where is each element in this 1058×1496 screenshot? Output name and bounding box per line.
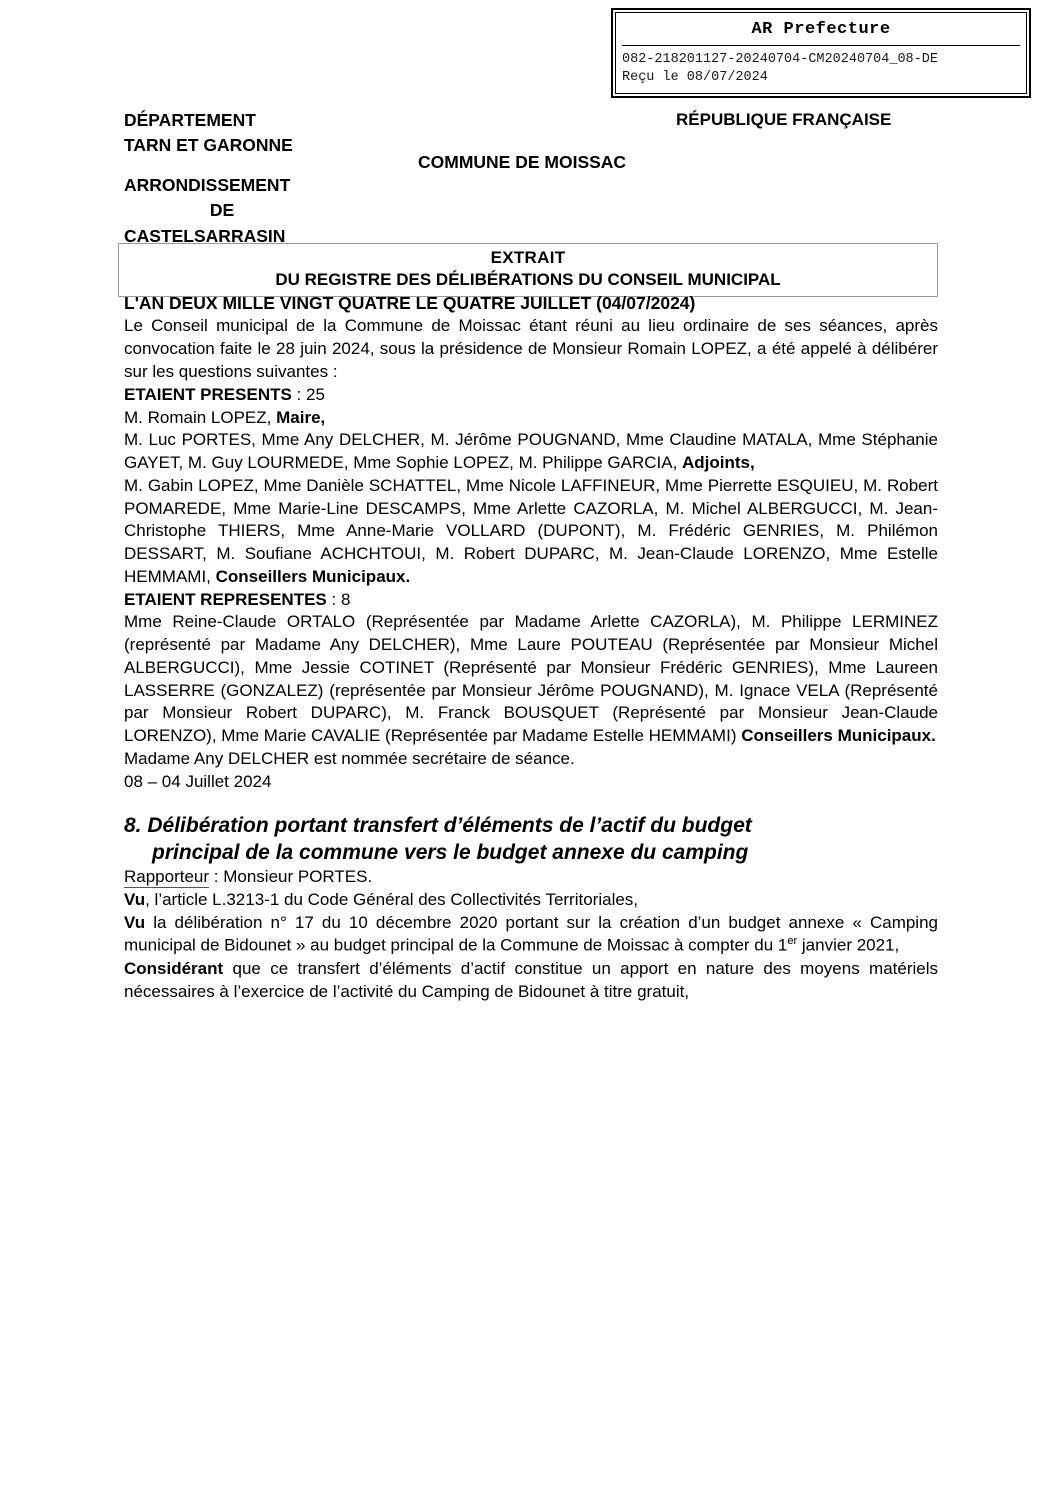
year-line: L'AN DEUX MILLE VINGT QUATRE LE QUATRE JUILLET (04/07/2024) xyxy=(124,293,696,313)
presents-heading xyxy=(124,384,938,407)
represented-names: Mme Reine-Claude ORTALO (Représentée par Madame Arlette CAZORLA), M. Philippe LERMINEZ (représenté par Madame Any DELCHER), Mme Laure POUTEAU (Représentée par Monsieur Michel ALBERGUCCI), Mme Jessie COTINET (Représenté par Monsieur Frédéric GENRIES), Mme Laureen LASSERRE (GONZALEZ) (représentée par Monsieur Jérôme POUGNAND), M. Ignace VELA (Représenté par Monsieur Robert DUPARC), M. Franck BOUSQUET (Représenté par Monsieur Jean-Claude LORENZO), Mme Marie CAVALIE (Représentée par Madame Estelle HEMMAMI) xyxy=(124,612,938,746)
arrondissement-name: CASTELSARRASIN xyxy=(124,225,286,246)
republic-title: RÉPUBLIQUE FRANÇAISE xyxy=(676,110,892,129)
ar-prefecture-reference: 082-218201127-20240704-CM20240704_08-DE xyxy=(622,52,938,67)
department-block xyxy=(124,108,293,159)
extrait-box xyxy=(118,243,938,297)
maire-line xyxy=(124,407,938,430)
represented-line xyxy=(124,611,938,748)
adjoints-line xyxy=(124,429,938,475)
ar-prefecture-stamp xyxy=(611,8,1031,98)
ar-prefecture-title: AR Prefecture xyxy=(622,17,1020,46)
commune-title: COMMUNE DE MOISSAC xyxy=(418,152,627,172)
maire-name: M. Romain LOPEZ, xyxy=(124,407,277,427)
deliberation-title-line1: 8. Délibération portant transfert d’éléments de l’actif du budget xyxy=(124,813,752,837)
considerant-keyword: Considérant xyxy=(124,958,224,978)
represented-heading xyxy=(124,589,938,612)
rapporteur-value: : Monsieur PORTES. xyxy=(209,867,373,887)
represented-role: Conseillers Municipaux. xyxy=(741,726,936,746)
intro-paragraph: Le Conseil municipal de la Commune de Moissac étant réuni au lieu ordinaire de ses séances, après convocation faite le 28 juin 2024, sous la présidence de Monsieur Romain LOPEZ, a été appelé à délibérer sur les questions suivantes : xyxy=(124,316,938,381)
maire-role: Maire, xyxy=(276,407,326,427)
ar-prefecture-details xyxy=(622,46,1020,87)
department-name: TARN ET GARONNE xyxy=(124,135,293,156)
vu-1-text: , l’article L.3213-1 du Code Général des Collectivités Territoriales, xyxy=(145,889,639,909)
extrait-subtitle: DU REGISTRE DES DÉLIBÉRATIONS DU CONSEIL MUNICIPAL xyxy=(275,270,781,289)
ar-prefecture-stamp-inner xyxy=(615,12,1027,94)
document-body xyxy=(124,292,938,1003)
ar-prefecture-received-date: Reçu le 08/07/2024 xyxy=(622,70,768,86)
presents-label: ETAIENT PRESENTS xyxy=(124,384,292,404)
represented-label: ETAIENT REPRESENTES xyxy=(124,589,327,609)
vu-2-superscript: er xyxy=(787,935,798,948)
department-label: DÉPARTEMENT xyxy=(124,110,256,130)
vu-2-keyword: Vu xyxy=(124,912,146,932)
deliberation-title xyxy=(124,812,938,867)
arrondissement-label: ARRONDISSEMENT xyxy=(124,175,291,195)
vu-2-text: la délibération n° 17 du 10 décembre 2020 portant sur la création d’un budget annexe « Camping municipal de Bidounet » au budget principal de la Commune de Moissac à compter du 1 xyxy=(124,912,938,956)
adjoints-role: Adjoints, xyxy=(682,453,755,473)
presents-count: : 25 xyxy=(291,384,325,404)
conseillers-line xyxy=(124,475,938,589)
arrondissement-block xyxy=(124,173,320,249)
conseillers-role: Conseillers Municipaux. xyxy=(215,566,411,586)
secretary-line: Madame Any DELCHER est nommée secrétaire de séance. xyxy=(124,748,575,768)
vu-1-keyword: Vu xyxy=(124,889,146,909)
considerant-paragraph xyxy=(124,958,938,1004)
deliberation-title-line2: principal de la commune vers le budget annexe du camping xyxy=(152,840,749,864)
arrondissement-de: DE xyxy=(209,200,235,221)
extrait-label: EXTRAIT xyxy=(490,248,566,267)
vu-paragraph-2 xyxy=(124,912,938,958)
vu-2-text-end: janvier 2021, xyxy=(797,936,900,956)
rapporteur-line xyxy=(124,866,938,889)
agenda-date-line: 08 – 04 Juillet 2024 xyxy=(124,771,272,791)
represented-count: : 8 xyxy=(326,589,351,609)
rapporteur-label: Rapporteur xyxy=(124,867,210,887)
vu-paragraph-1 xyxy=(124,889,938,912)
considerant-text: que ce transfert d’éléments d’actif constitue un apport en nature des moyens matériels nécessaires à l’exercice de l’activité du Camping de Bidounet à titre gratuit, xyxy=(124,958,938,1001)
adjoints-names: M. Luc PORTES, Mme Any DELCHER, M. Jérôme POUGNAND, Mme Claudine MATALA, Mme Stéphanie GAYET, M. Guy LOURMEDE, Mme Sophie LOPEZ, M. Philippe GARCIA, xyxy=(124,430,938,473)
conseillers-names: M. Gabin LOPEZ, Mme Danièle SCHATTEL, Mme Nicole LAFFINEUR, Mme Pierrette ESQUIEU, M. Robert POMAREDE, Mme Marie-Line DESCAMPS, Mme Arlette CAZORLA, M. Michel ALBERGUCCI, M. Jean-Christophe THIERS, Mme Anne-Marie VOLLARD (DUPONT), M. Frédéric GENRIES, M. Philémon DESSART, M. Soufiane ACHCHTOUI, M. Robert DUPARC, M. Jean-Claude LORENZO, Mme Estelle HEMMAMI, xyxy=(124,475,938,586)
